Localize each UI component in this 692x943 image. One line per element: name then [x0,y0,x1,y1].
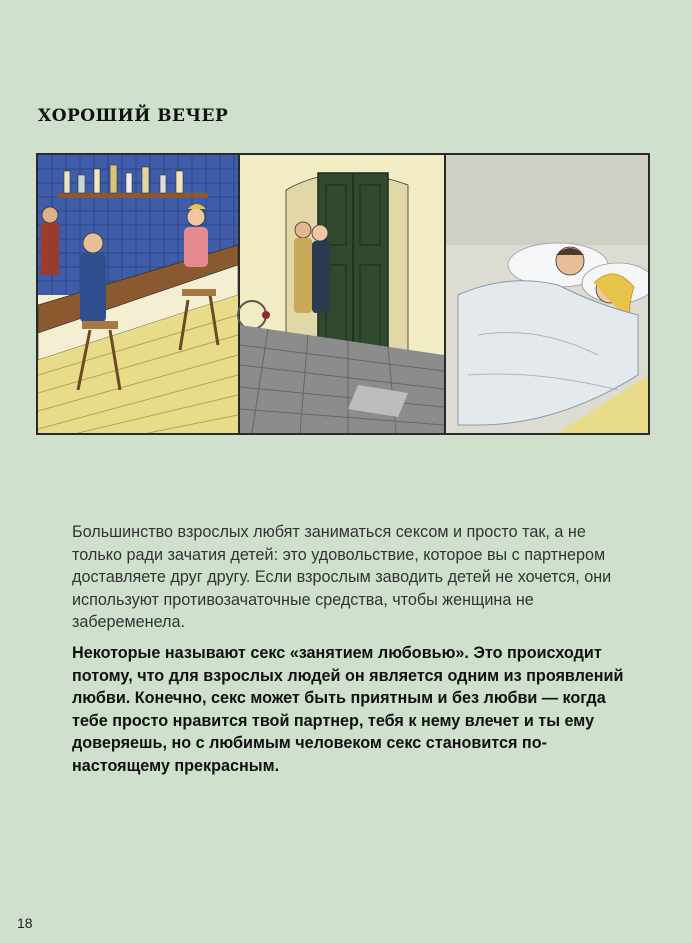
comic-illustration [36,153,650,435]
bed-scene-panel [445,155,648,433]
paragraph-intro: Большинство взрослых любят заниматься сексом и просто так, а не только ради зачатия детей: это удовольствие, которое вы с партнером доставляете друг другу. Если взрослым заводить детей не хочется, они используют противозачаточные средства, чтобы женщина не забеременела. [72,523,612,631]
doorway-kiss-scene-panel [238,155,444,433]
bar-scene-panel [38,155,238,433]
section-heading: ХОРОШИЙ ВЕЧЕР [38,106,229,126]
paragraph-emphasis: Некоторые называют секс «занятием любовью». Это происходит потому, что для взрослых людей он является одним из проявлений любви. Конечно, секс может быть приятным и без любви — когда тебе просто нравится твой партнер, тебя к нему влечет и ты ему доверяешь, но с любимым человеком секс становится по-настоящему прекрасным. [72,644,624,775]
comic-strip-svg [38,155,648,433]
page-number: 18 [17,915,33,931]
